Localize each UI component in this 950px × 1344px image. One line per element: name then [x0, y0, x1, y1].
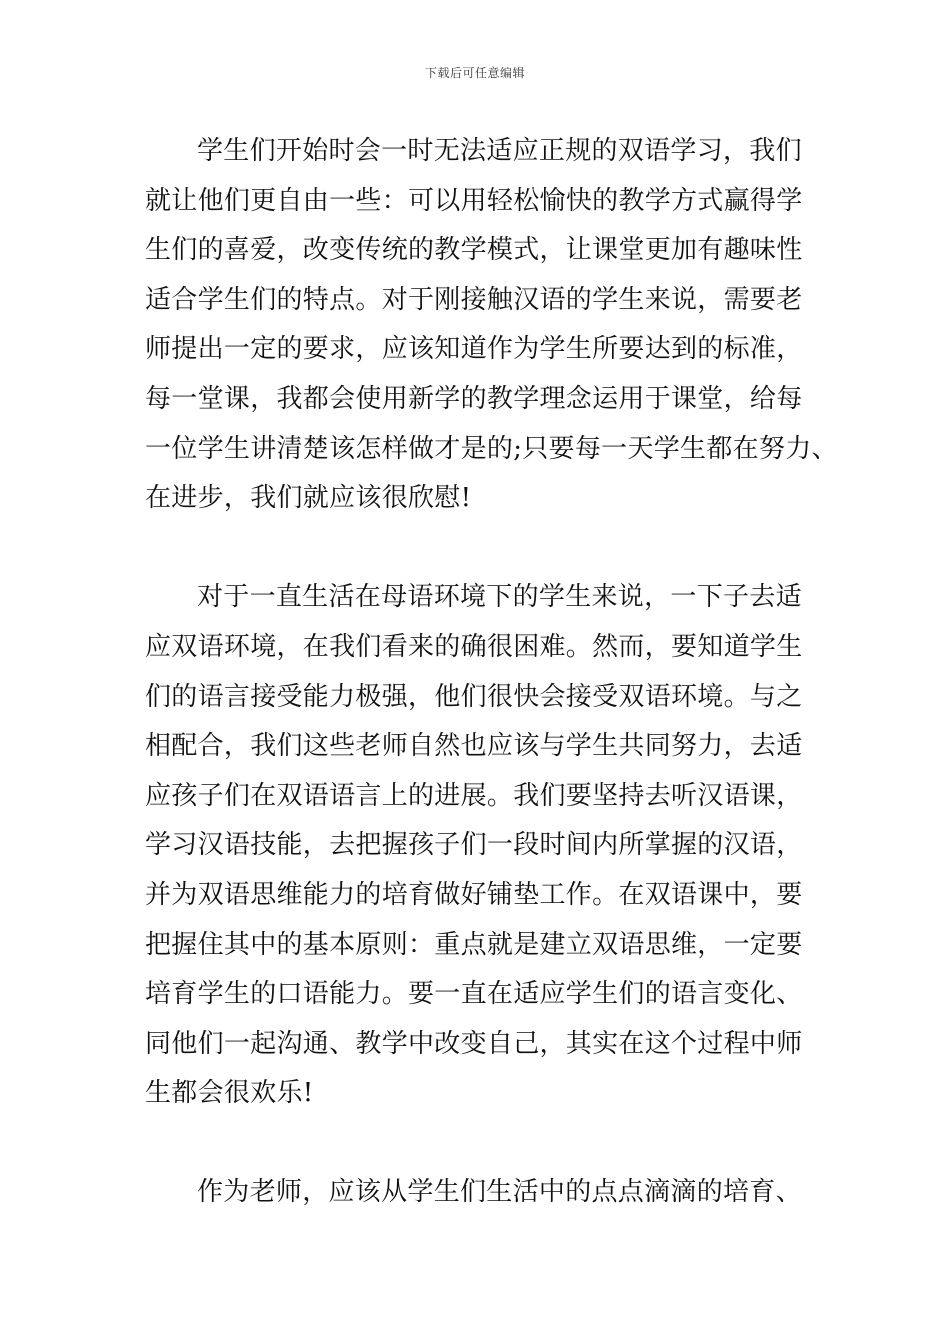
paragraph-line: 在进步，我们就应该很欣慰! [145, 483, 472, 514]
paragraph-line: 对于一直生活在母语环境下的学生来说，一下子去适 [197, 582, 802, 613]
paragraph-line: 学习汉语技能，去把握孩子们一段时间内所掌握的汉语， [145, 830, 803, 861]
paragraph-line: 一位学生讲清楚该怎样做才是的;只要每一天学生都在努力、 [145, 433, 838, 464]
paragraph-line: 同他们一起沟通、教学中改变自己，其实在这个过程中师 [145, 1028, 803, 1059]
paragraph-line: 并为双语思维能力的培育做好铺垫工作。在双语课中，要 [145, 879, 803, 910]
paragraph-1 [145, 127, 838, 524]
document-body [145, 127, 838, 1218]
paragraph-2 [145, 573, 820, 1119]
paragraph-line: 适合学生们的特点。对于刚接触汉语的学生来说，需要老 [145, 284, 803, 315]
paragraph-line: 每一堂课，我都会使用新学的教学理念运用于课堂，给每 [145, 383, 803, 414]
paragraph-line: 作为老师，应该从学生们生活中的点点滴滴的培育、 [197, 1177, 802, 1208]
paragraph-line: 生都会很欢乐! [145, 1078, 314, 1109]
paragraph-line: 师提出一定的要求，应该知道作为学生所要达到的标准， [145, 334, 803, 365]
paragraph-gap [145, 524, 820, 574]
paragraph-line: 学生们开始时会一时无法适应正规的双语学习，我们 [197, 136, 802, 166]
paragraph-line: 生们的喜爱，改变传统的教学模式，让课堂更加有趣味性 [145, 235, 803, 266]
paragraph-line: 相配合，我们这些老师自然也应该与学生共同努力，去适 [145, 731, 803, 762]
paragraph-line: 们的语言接受能力极强，他们很快会接受双语环境。与之 [145, 681, 803, 712]
paragraph-gap [145, 1119, 820, 1169]
paragraph-3 [145, 1168, 820, 1218]
paragraph-line: 培育学生的口语能力。要一直在适应学生们的语言变化、 [145, 979, 803, 1010]
page-header: 下载后可任意编辑 [424, 66, 525, 80]
paragraph-line: 应孩子们在双语语言上的进展。我们要坚持去听汉语课， [145, 780, 803, 811]
paragraph-line: 就让他们更自由一些：可以用轻松愉快的教学方式赢得学 [145, 185, 803, 216]
paragraph-line: 把握住其中的基本原则：重点就是建立双语思维，一定要 [145, 929, 803, 960]
paragraph-line: 应双语环境，在我们看来的确很困难。然而，要知道学生 [145, 631, 803, 662]
